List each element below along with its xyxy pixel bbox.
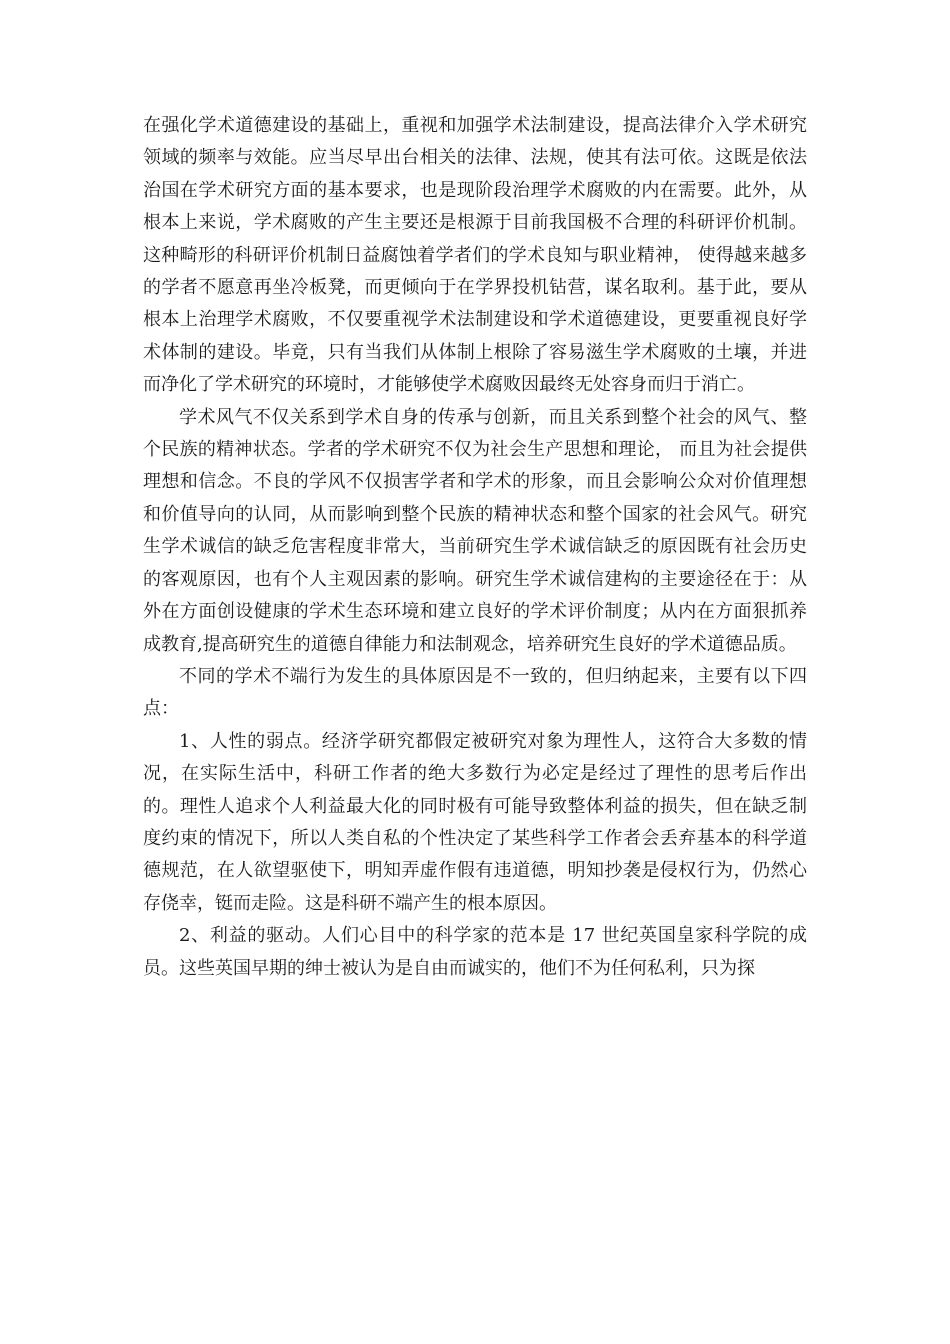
paragraph-5: 2、利益的驱动。人们心目中的科学家的范本是 17 世纪英国皇家科学院的成员。这些英国早期的绅士被认为是自由而诚实的，他们不为任何私利，只为探 [143,925,807,979]
paragraph-1: 在强化学术道德建设的基础上，重视和加强学术法制建设，提高法律介入学术研究领域的频率与效能。应当尽早出台相关的法律、法规，使其有法可依。这既是依法治国在学术研究方面的基本要求，也是现阶段治理学术腐败的内在需要。此外，从根本上来说，学术腐败的产生主要还是根源于目前我国极不合理的科研评价机制。这种畸形的科研评价机制日益腐蚀着学者们的学术良知与职业精神， 使得越来越多的学者不愿意再坐冷板凳，而更倾向于在学界投机钻营，谋名取利。基于此，要从根本上治理学术腐败，不仅要重视学术法制建设和学术道德建设，更要重视良好学术体制的建设。毕竟，只有当我们从体制上根除了容易滋生学术腐败的土壤，并进而净化了学术研究的环境时，才能够使学术腐败因最终无处容身而归于消亡。 [143,115,807,396]
paragraph-3: 不同的学术不端行为发生的具体原因是不一致的，但归纳起来，主要有以下四点： [143,665,807,720]
paragraph-4: 1、人性的弱点。经济学研究都假定被研究对象为理性人，这符合大多数的情况，在实际生活中，科研工作者的绝大多数行为必定是经过了理性的思考后作出的。理性人追求个人利益最大化的同时极有可能导致整体利益的损失，但在缺乏制度约束的情况下，所以人类自私的个性决定了某些科学工作者会丢弃基本的科学道德规范，在人欲望驱使下，明知弄虚作假有违道德，明知抄袭是侵权行为，仍然心存侥幸，铤而走险。这是科研不端产生的根本原因。 [143,730,807,914]
document-page [143,110,807,985]
paragraph-2: 学术风气不仅关系到学术自身的传承与创新，而且关系到整个社会的风气、整个民族的精神状态。学者的学术研究不仅为社会生产思想和理论， 而且为社会提供理想和信念。不良的学风不仅损害学者和学术的形象，而且会影响公众对价值理想和价值导向的认同，从而影响到整个民族的精神状态和整个国家的社会风气。研究生学术诚信的缺乏危害程度非常大，当前研究生学术诚信缺乏的原因既有社会历史的客观原因，也有个人主观因素的影响。研究生学术诚信建构的主要途径在于：从外在方面创设健康的学术生态环境和建立良好的学术评价制度；从内在方面狠抓养成教育,提高研究生的道德自律能力和法制观念，培养研究生良好的学术道德品质。 [143,406,807,655]
